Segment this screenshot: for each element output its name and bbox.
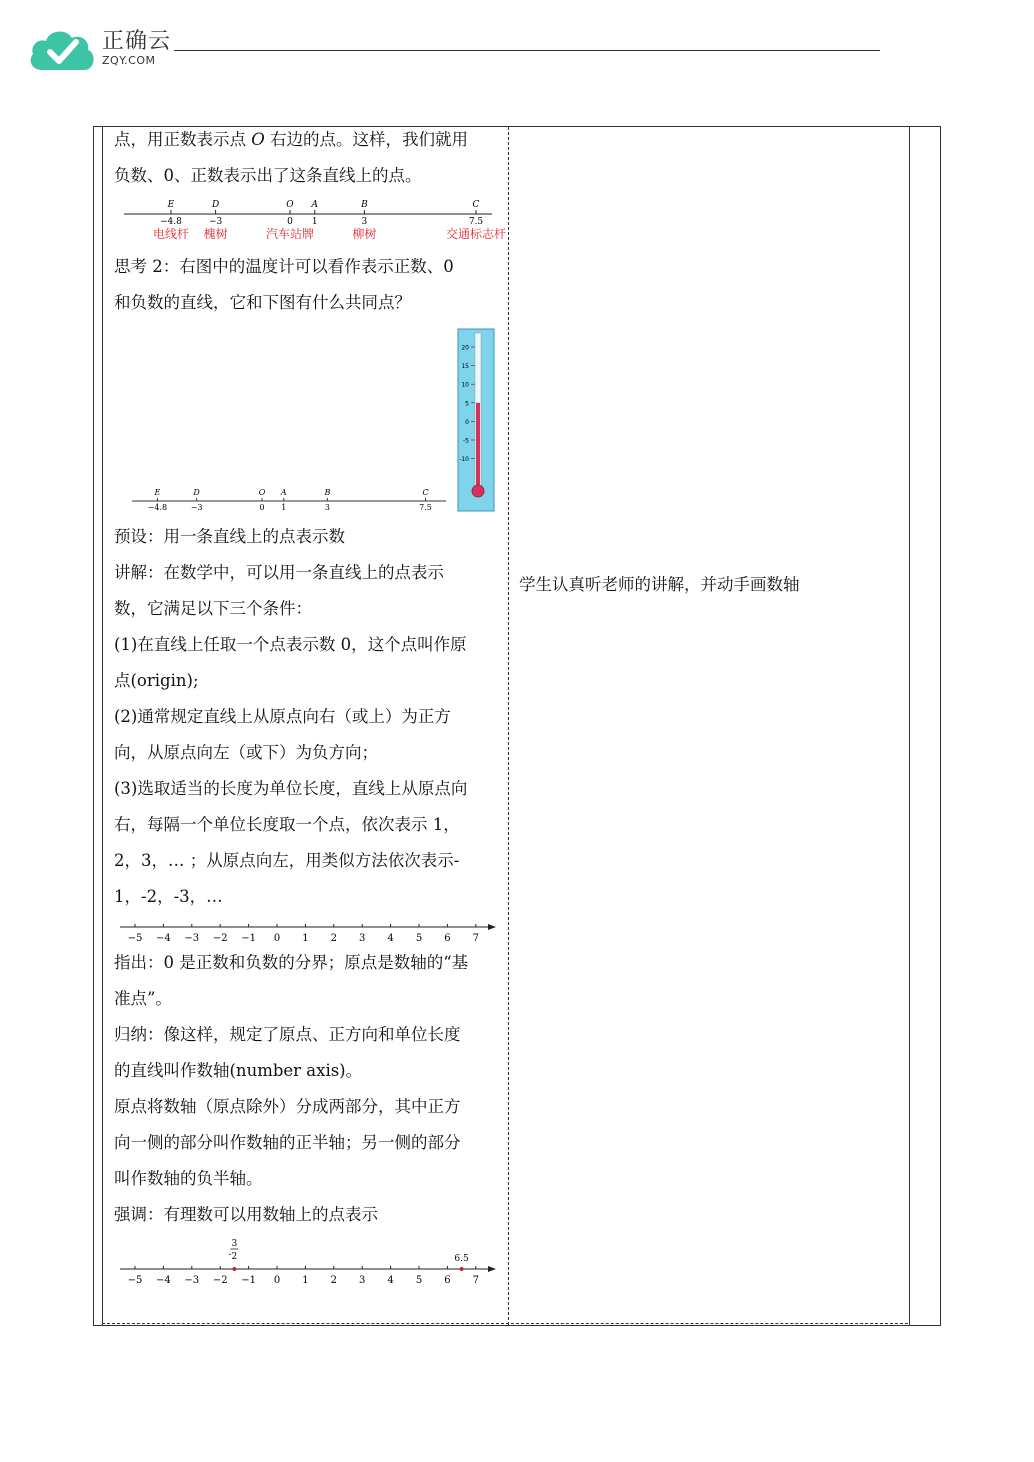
point-letter: O <box>258 488 266 497</box>
axis-arrow <box>488 924 496 930</box>
tick-label: 2 <box>330 933 337 944</box>
text-line: 准点”。 <box>114 989 172 1008</box>
text-line: 向，从原点向左（或下）为负方向； <box>114 743 378 762</box>
tick-label: −4 <box>156 1275 171 1286</box>
row-bottom-divider <box>102 1323 908 1324</box>
student-activity-text: 学生认真听老师的讲解，并动手画数轴 <box>519 575 800 594</box>
tick-label: 6 <box>444 933 451 944</box>
tick-label: 1 <box>302 1275 309 1286</box>
landmark-label: 柳树 <box>352 227 377 241</box>
tick-label: −4 <box>156 933 171 944</box>
text-line: 指出：0 是正数和负数的分界；原点是数轴的“基 <box>114 953 469 972</box>
table-border-inner-left <box>102 127 103 1325</box>
point-value: 0 <box>259 503 265 512</box>
point-value: 3 <box>324 503 330 512</box>
marked-point <box>232 1267 236 1271</box>
text-line: 思考 2：右图中的温度计可以看作表示正数、0 <box>114 257 454 276</box>
tick-label: 4 <box>387 933 394 944</box>
landmark-label: 电线杆 <box>152 227 189 241</box>
point-value: −4.8 <box>147 503 168 512</box>
text-line: 强调：有理数可以用数轴上的点表示 <box>114 1205 378 1224</box>
number-axis-figure <box>114 919 504 945</box>
thermometer-number-line-figure <box>114 329 504 517</box>
text-line: 归纳：像这样，规定了原点、正方向和单位长度 <box>114 1025 461 1044</box>
tick-label: −1 <box>241 1275 256 1286</box>
text-line: (1)在直线上任取一个点表示数 0，这个点叫作原 <box>114 635 467 654</box>
table-border-inner-right <box>909 127 910 1325</box>
tick-label: 3 <box>359 933 366 944</box>
landmark-label: 汽车站牌 <box>265 227 315 241</box>
point-letter: D <box>193 488 200 497</box>
fraction-sign: - <box>228 1250 232 1260</box>
landmark-label: 槐树 <box>203 227 228 241</box>
text-line: 的直线叫作数轴(number axis)。 <box>114 1061 363 1080</box>
thermo-tick-label: -10 <box>459 456 469 464</box>
column-divider <box>508 127 509 1325</box>
tick-label: 0 <box>273 933 281 944</box>
brand-domain: ZQY.COM <box>102 54 156 67</box>
text-line: 叫作数轴的负半轴。 <box>114 1169 263 1188</box>
point-value: 7.5 <box>419 503 432 512</box>
text-line: 点，用正数表示点 O 右边的点。这样，我们就用 <box>114 130 469 149</box>
point-value: 7.5 <box>468 217 484 227</box>
marked-point <box>460 1267 464 1271</box>
lesson-table <box>93 126 941 1326</box>
point-letter: O <box>286 200 294 210</box>
point-letter: E <box>167 200 175 210</box>
tick-label: 1 <box>302 933 309 944</box>
fraction-denominator: 2 <box>231 1252 238 1262</box>
thermo-tick-label: 5 <box>465 400 469 408</box>
number-line-figure-1 <box>114 190 507 241</box>
tick-label: 6 <box>444 1275 451 1286</box>
right-column <box>519 567 899 603</box>
point-value: −3 <box>208 217 223 227</box>
text-line: 负数、0、正数表示出了这条直线上的点。 <box>114 166 422 185</box>
point-value: −4.8 <box>160 217 182 227</box>
tick-label: 7 <box>472 1275 479 1286</box>
point-value: 0 <box>287 217 293 227</box>
text-line: (2)通常规定直线上从原点向右（或上）为正方 <box>114 707 451 726</box>
text-line: 1，-2，-3，… <box>114 887 223 906</box>
tick-label: 3 <box>359 1275 366 1286</box>
tick-label: 4 <box>387 1275 394 1286</box>
fraction-numerator: 3 <box>231 1239 238 1249</box>
text-line: 讲解：在数学中，可以用一条直线上的点表示 <box>114 563 444 582</box>
left-column <box>114 127 507 1287</box>
tick-label: 2 <box>330 1275 337 1286</box>
thermometer-bulb <box>472 485 484 497</box>
tick-label: −5 <box>127 1275 143 1286</box>
point-letter: D <box>211 200 220 210</box>
point-letter: B <box>324 488 331 497</box>
axis-arrow <box>488 1266 496 1272</box>
header-divider <box>174 50 880 51</box>
point-value: 3 <box>361 217 368 227</box>
mercury-column <box>476 403 480 491</box>
brand-name: 正确云 <box>102 29 172 54</box>
point-letter: C <box>472 200 480 210</box>
text-line: 数，它满足以下三个条件： <box>114 599 312 618</box>
thermo-tick-label: 15 <box>461 363 469 371</box>
landmark-label: 交通标志杆 <box>445 227 507 241</box>
tick-label: −3 <box>184 1275 200 1286</box>
tick-label: 5 <box>415 1275 423 1286</box>
thermo-tick-label: 10 <box>461 381 469 389</box>
point-letter: C <box>422 488 429 497</box>
text-line: 向一侧的部分叫作数轴的正半轴；另一侧的部分 <box>114 1133 461 1152</box>
rational-points-axis-figure <box>114 1237 504 1287</box>
point-value: 1 <box>281 503 287 512</box>
point-letter: E <box>154 488 161 497</box>
tick-label: −2 <box>212 933 228 944</box>
text-line: 右，每隔一个单位长度取一个点，依次表示 1， <box>114 815 460 834</box>
text-line: 和负数的直线，它和下图有什么共同点？ <box>114 293 411 312</box>
page-header <box>28 22 888 78</box>
tick-label: 5 <box>415 933 423 944</box>
cloud-check-logo-icon <box>28 24 98 74</box>
tick-label: −3 <box>184 933 200 944</box>
tick-label: −2 <box>212 1275 228 1286</box>
text-line: 点(origin); <box>114 671 199 690</box>
point-value: 1 <box>311 217 318 227</box>
point-letter: B <box>361 200 368 210</box>
tick-label: −5 <box>127 933 143 944</box>
text-line: 原点将数轴（原点除外）分成两部分，其中正方 <box>114 1097 461 1116</box>
point-letter: A <box>280 488 287 497</box>
thermo-tick-label: -5 <box>463 437 469 445</box>
tick-label: 0 <box>273 1275 281 1286</box>
point-value: −3 <box>190 503 203 512</box>
marked-value-label: 6.5 <box>454 1254 469 1264</box>
text-line: 2，3，… ；从原点向左，用类似方法依次表示- <box>114 851 460 870</box>
point-letter: A <box>311 200 319 210</box>
thermo-tick-label: 20 <box>461 344 469 352</box>
thermo-tick-label: 0 <box>465 418 469 426</box>
tick-label: −1 <box>241 933 256 944</box>
text-line: (3)选取适当的长度为单位长度，直线上从原点向 <box>114 779 468 798</box>
text-line: 预设：用一条直线上的点表示数 <box>114 527 345 546</box>
tick-label: 7 <box>472 933 479 944</box>
